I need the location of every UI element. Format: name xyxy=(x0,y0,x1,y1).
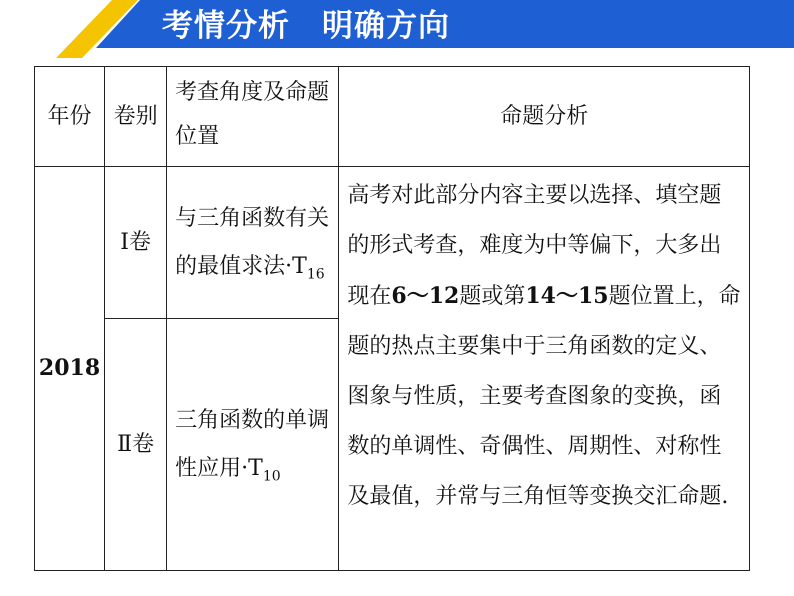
year-value: 2018 xyxy=(38,355,101,381)
topic-subscript: 10 xyxy=(262,467,281,484)
header-volume: 卷别 xyxy=(105,67,167,167)
analysis-part3: 题位置上，命题的热点主要集中于三角函数的定义、图象与性质，主要考查图象的变换，函数的单调性、奇偶性、周期性、对称性及最值，并常与三角恒等变换交汇命题. xyxy=(347,284,741,509)
analysis-number-2: 14～15 xyxy=(525,283,609,309)
topic-text: 三角函数的单调性应用·T xyxy=(175,407,330,481)
header-banner xyxy=(0,0,794,58)
banner-title: 考情分析 明确方向 xyxy=(162,8,450,44)
topic-cell xyxy=(167,167,339,319)
header-analysis: 命题分析 xyxy=(339,67,750,167)
volume-cell: Ⅱ卷 xyxy=(105,319,167,571)
year-cell xyxy=(35,167,105,571)
header-position: 考查角度及命题位置 xyxy=(167,67,339,167)
analysis-part2: 题或第 xyxy=(459,284,526,309)
topic-text: 与三角函数有关的最值求法·T xyxy=(175,205,330,279)
volume-cell: Ⅰ卷 xyxy=(105,167,167,319)
exam-analysis-table xyxy=(34,66,750,571)
table-row xyxy=(35,167,750,319)
header-year: 年份 xyxy=(35,67,105,167)
topic-subscript: 16 xyxy=(306,265,325,282)
analysis-cell xyxy=(339,167,750,571)
analysis-number-1: 6～12 xyxy=(391,283,460,309)
table-header-row xyxy=(35,67,750,167)
analysis-part1: 高考对此部分内容主要以选择、填空题的形式考查，难度为中等偏下，大多出现在 xyxy=(347,183,722,309)
topic-cell xyxy=(167,319,339,571)
